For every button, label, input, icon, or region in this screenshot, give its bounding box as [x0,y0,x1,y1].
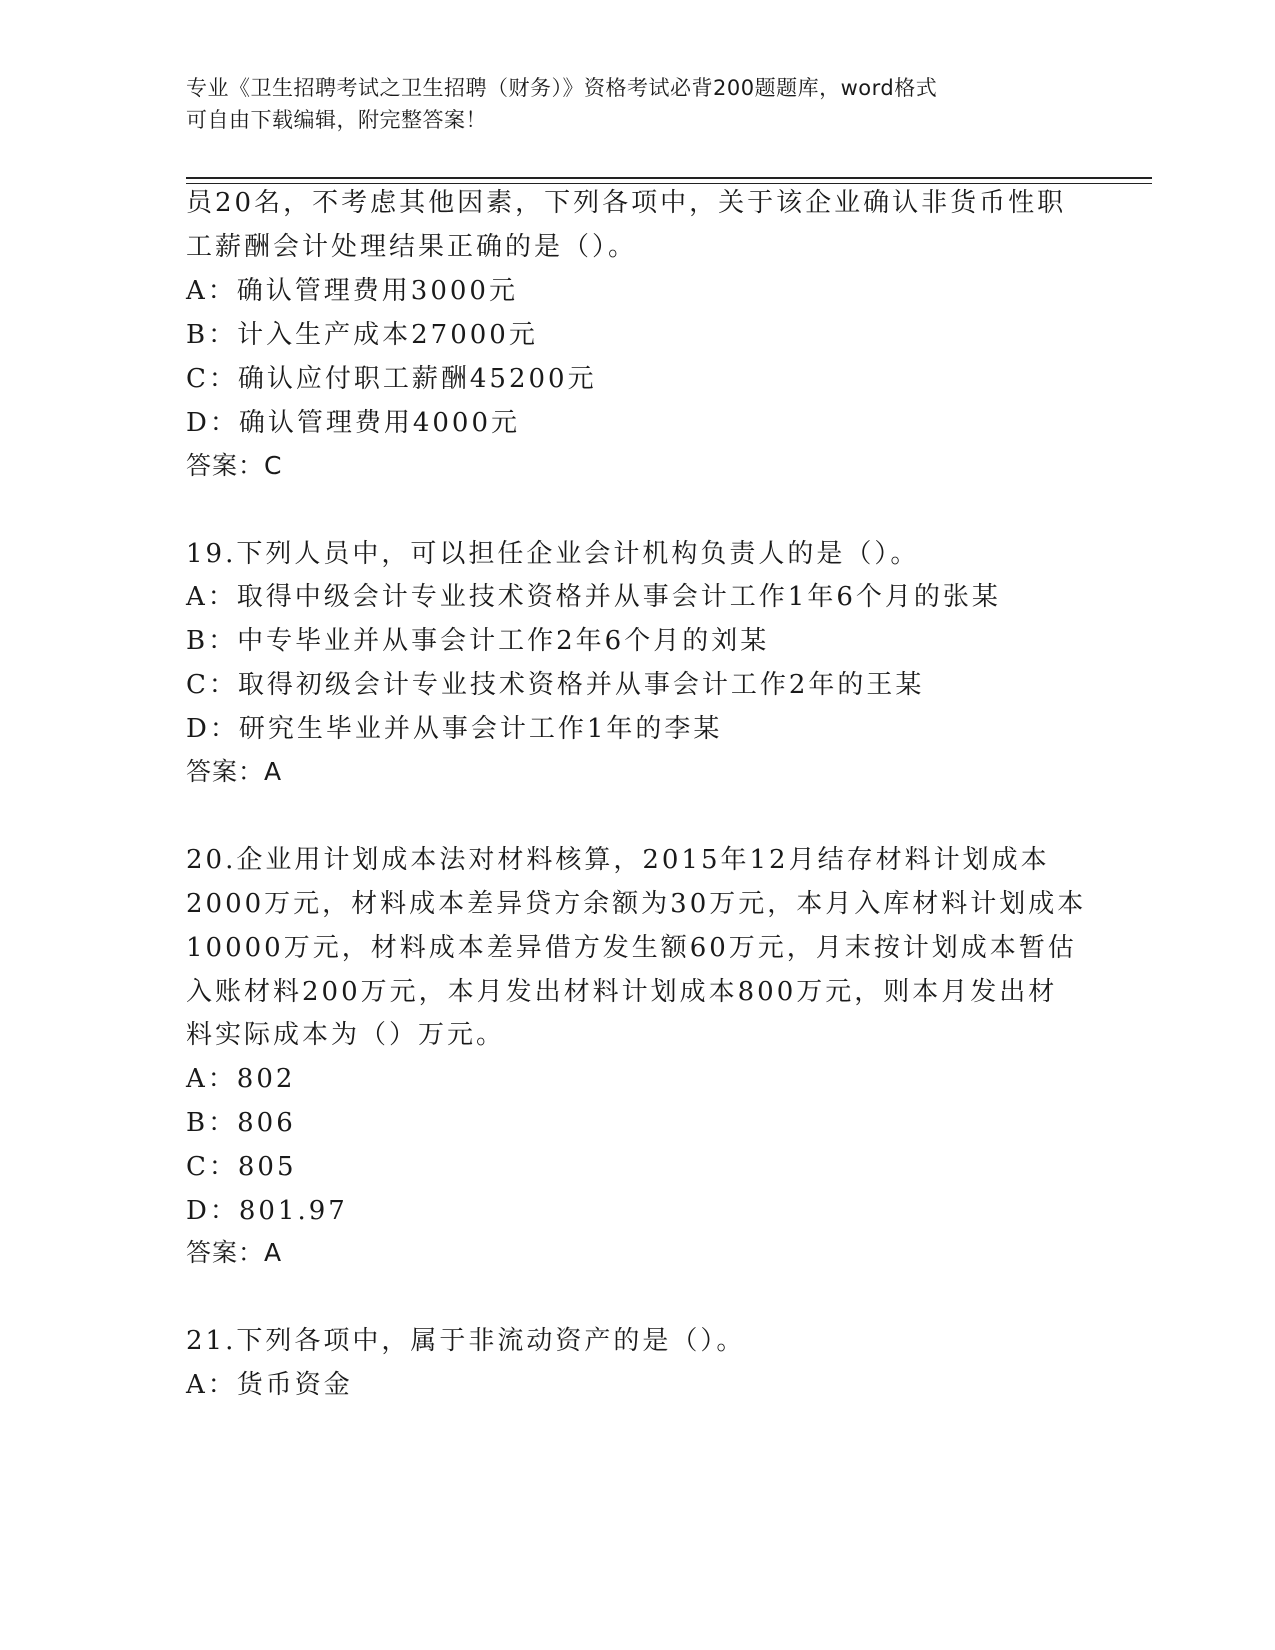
q19-option-c: C：取得初级会计专业技术资格并从事会计工作2年的王某 [186,670,925,700]
q19-option-d: D：研究生毕业并从事会计工作1年的李某 [186,714,723,744]
q20-stem-line2: 2000万元，材料成本差异贷方余额为30万元，本月入库材料计划成本 [186,889,1087,919]
q19-stem: 19.下列人员中，可以担任企业会计机构负责人的是（）。 [186,539,920,569]
header-divider-thick [186,177,1152,179]
q20-stem-line4: 入账材料200万元，本月发出材料计划成本800万元，则本月发出材 [186,977,1058,1007]
q18-stem-line1: 员20名，不考虑其他因素，下列各项中，关于该企业确认非货币性职 [186,188,1067,218]
q20-stem-line3: 10000万元，材料成本差异借方发生额60万元，月末按计划成本暂估 [186,933,1077,963]
q21-option-a: A：货币资金 [186,1370,353,1400]
q20-answer: 答案：A [186,1238,283,1267]
q20-option-b: B：806 [186,1108,296,1138]
q18-option-d: D：确认管理费用4000元 [186,408,521,438]
header-divider-thin [186,183,1152,184]
q18-option-c: C：确认应付职工薪酬45200元 [186,364,597,394]
q20-stem-line5: 料实际成本为（）万元。 [186,1020,506,1050]
q20-option-d: D：801.97 [186,1196,348,1226]
q18-option-b: B：计入生产成本27000元 [186,320,538,350]
document-header [186,72,1066,136]
q19-option-a: A：取得中级会计专业技术资格并从事会计工作1年6个月的张某 [186,582,1001,612]
q19-option-b: B：中专毕业并从事会计工作2年6个月的刘某 [186,626,770,656]
q21-stem: 21.下列各项中，属于非流动资产的是（）。 [186,1326,746,1356]
q18-stem-line2: 工薪酬会计处理结果正确的是（）。 [186,232,638,262]
q18-answer: 答案：C [186,451,283,480]
q18-option-a: A：确认管理费用3000元 [186,276,518,306]
header-title-line1: 专业《卫生招聘考试之卫生招聘（财务）》资格考试必背200题题库，word格式 [186,76,938,100]
header-title-line2: 可自由下载编辑，附完整答案！ [186,108,487,132]
q20-option-a: A：802 [186,1064,296,1094]
q19-answer: 答案：A [186,757,283,786]
q20-stem-line1: 20.企业用计划成本法对材料核算，2015年12月结存材料计划成本 [186,845,1050,875]
q20-option-c: C：805 [186,1152,297,1182]
